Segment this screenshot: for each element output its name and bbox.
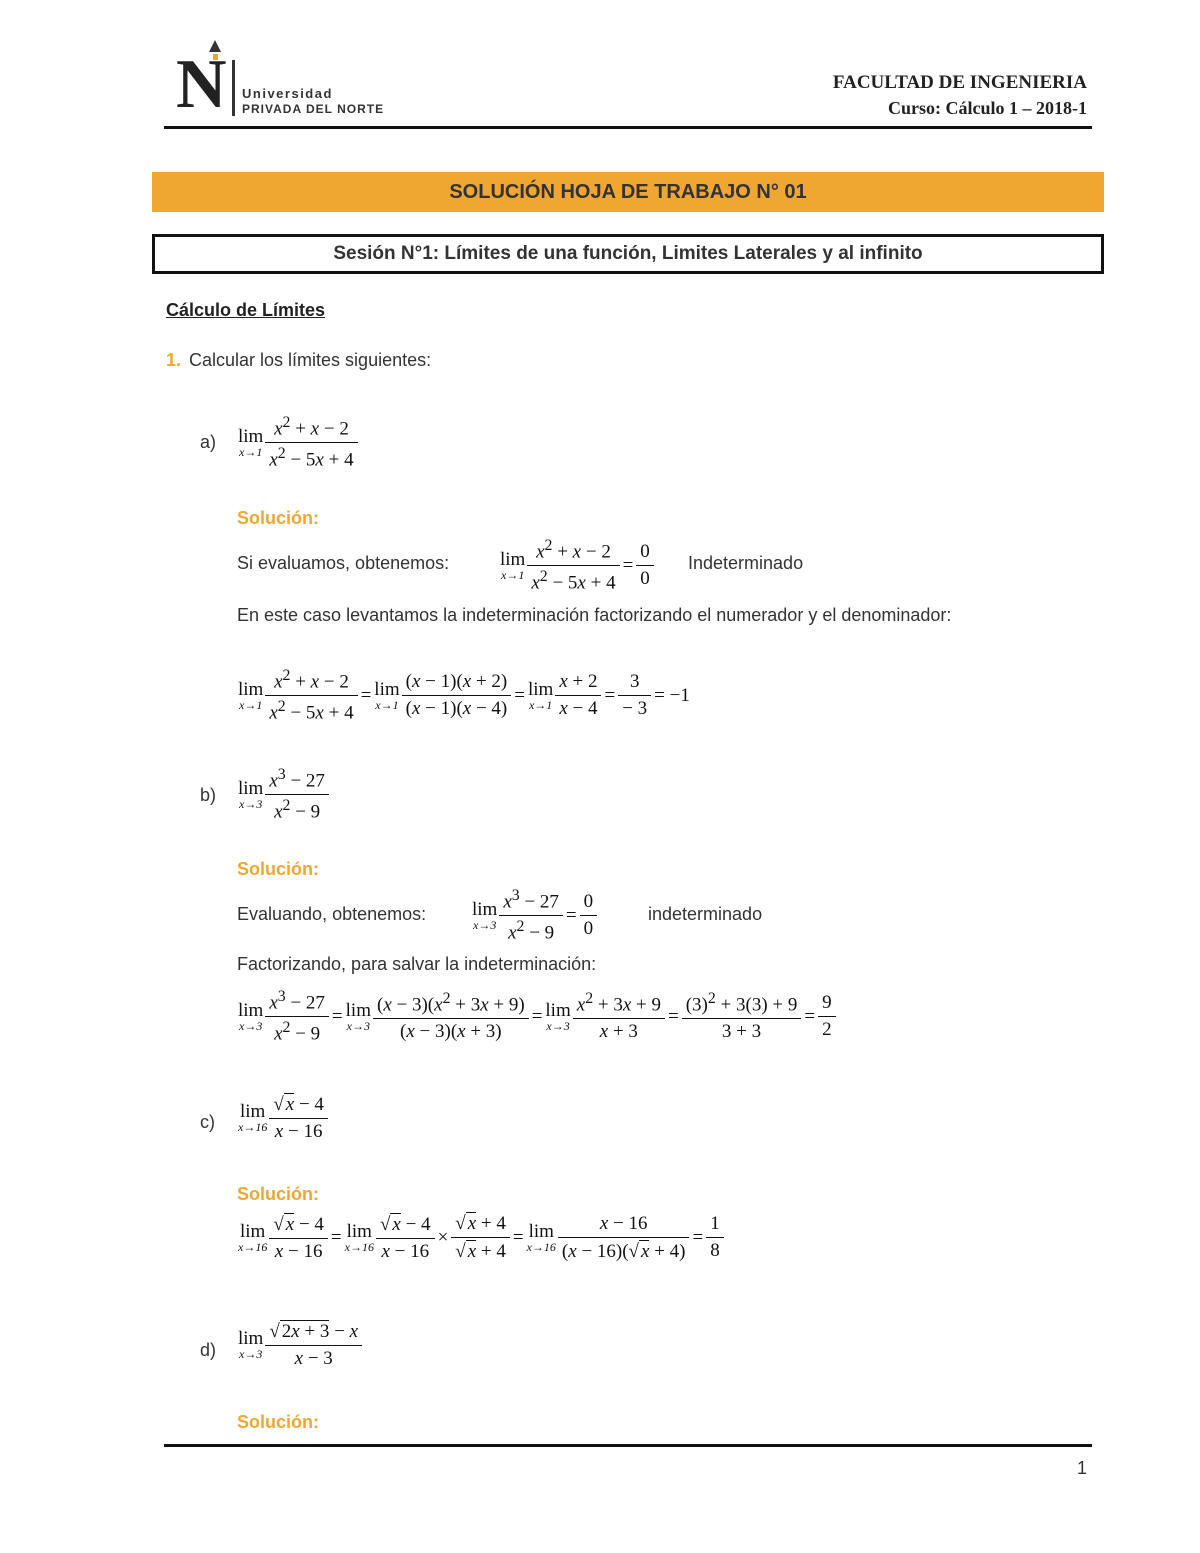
item-c-rationalization: lim x→16 $\frac{√ x - 4}{x - 16}$ = lim x→16 $\frac{√ x - 4}{x - 16}$ × $\frac{√ x + 4}{√ x + 4}$ = lim x→16 $\frac{x - 16}{(x - 16)(√ x + 4)}$ = $\frac{1}{8}$ — [238, 1212, 724, 1263]
faculty-title: FACULTAD DE INGENIERIA — [832, 72, 1087, 93]
university-logo — [176, 40, 416, 123]
item-a-paragraph: En este caso levantamos la indeterminación factorizando el numerador y el denominador: — [237, 605, 952, 625]
item-b-factorization: lim x→3 $\frac{x^3 - 27}{x^2 - 9}$ = lim x→3 $\frac{(x - 3)(x^2 + 3x + 9)}{(x - 3)(x + 3)}$ = lim x→3 $\frac{x^2 + 3x + 9}{x + 3}$ = $\frac{(3)^2 + 3(3) + 9}{3 + 3}$ = $\frac{9}{2}$ — [238, 988, 836, 1046]
logo-n-icon: N — [176, 46, 227, 123]
item-a-eval-expression: lim x→1 $\frac{x^2 + x - 2}{x^2 - 5x + 4}$ = $\frac{0}{0}$ — [500, 537, 654, 595]
item-b-eval-text: Evaluando, obtenemos: — [237, 904, 427, 924]
item-b-factor-text: Factorizando, para salvar la indeterminación: — [237, 954, 597, 974]
session-title: Sesión N°1: Límites de una función, Limites Laterales y al infinito — [152, 234, 1104, 274]
item-c-solution-label: Solución: — [237, 1184, 319, 1204]
banner-title: SOLUCIÓN HOJA DE TRABAJO N° 01 — [152, 172, 1104, 212]
item-b-label: b) — [200, 785, 217, 805]
item-d-expression: lim x→3 $\frac{√ 2x + 3 - x}{x - 3}$ — [238, 1320, 362, 1370]
course-title: Curso: Cálculo 1 – 2018-1 — [888, 98, 1087, 118]
item-b-expression: lim x→3 $\frac{x^3 - 27}{x^2 - 9}$ — [238, 766, 329, 824]
item-b-eval-expression: lim x→3 $\frac{x^3 - 27}{x^2 - 9}$ = $\frac{0}{0}$ — [472, 887, 597, 945]
page-number: 1 — [1076, 1458, 1087, 1478]
question-number: 1. — [166, 350, 182, 370]
item-a-factorization: lim x→1 $\frac{x^2 + x - 2}{x^2 - 5x + 4}$ = lim x→1 $\frac{(x - 1)(x + 2)}{(x - 1)(x - 4)}$ = lim x→1 $\frac{x + 2}{x - 4}$ = $\frac{3}{- 3}$ = −1 — [238, 667, 690, 724]
item-a-label: a) — [200, 432, 217, 452]
logo-line2: PRIVADA DEL NORTE — [242, 102, 385, 116]
item-b-solution-label: Solución: — [237, 859, 319, 879]
footer-rule — [164, 1444, 1092, 1447]
item-a-eval-text: Si evaluamos, obtenemos: — [237, 553, 450, 573]
item-d-solution-label: Solución: — [237, 1412, 319, 1432]
item-b-eval-result: indeterminado — [648, 904, 763, 924]
item-c-label: c) — [200, 1112, 215, 1132]
question-1 — [166, 350, 431, 371]
logo-line1: Universidad — [242, 86, 333, 101]
header-rule — [164, 126, 1092, 129]
item-a-solution-label: Solución: — [237, 508, 319, 528]
item-c-expression: lim x→16 $\frac{√ x - 4}{x - 16}$ — [238, 1093, 328, 1143]
logo-divider — [232, 60, 235, 116]
section-title: Cálculo de Límites — [166, 300, 326, 320]
question-text: Calcular los límites siguientes: — [189, 350, 432, 370]
item-a-eval-result: Indeterminado — [688, 553, 804, 573]
item-d-label: d) — [200, 1340, 217, 1360]
item-a-expression: lim x→1 $\frac{x^2 + x - 2}{x^2 - 5x + 4}$ — [238, 414, 358, 472]
